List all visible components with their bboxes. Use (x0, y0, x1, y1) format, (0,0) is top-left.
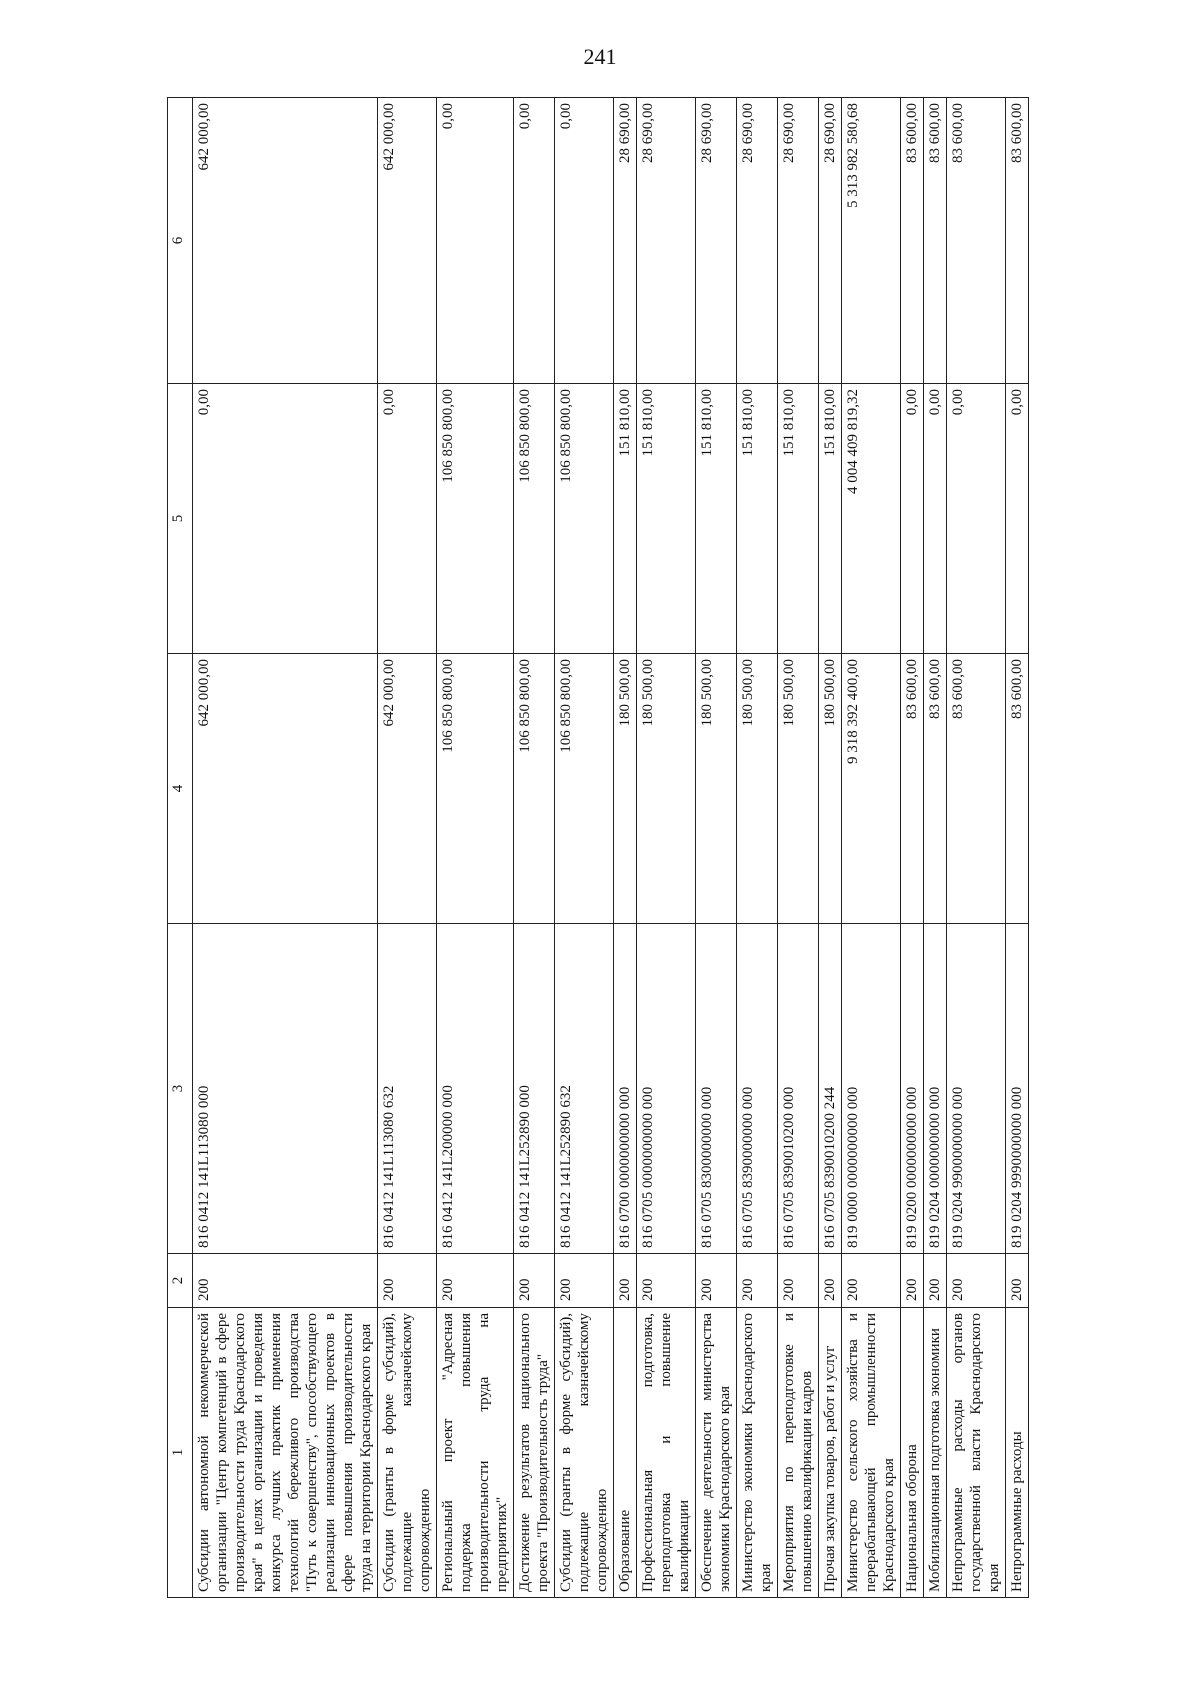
row-name: Мероприятия по переподготовке и повышению квалификации кадров (778, 1308, 819, 1598)
row-name: Министерство сельского хозяйства и перерабатывающей промышленности Краснодарского края (842, 1308, 901, 1598)
page-number: 241 (583, 44, 617, 69)
row-value-col4: 180 500,00 (637, 654, 696, 924)
row-value-col6: 83 600,00 (947, 98, 1006, 384)
row-col2: 200 (737, 1254, 778, 1308)
row-name: Прочая закупка товаров, работ и услуг (819, 1308, 842, 1598)
row-code: 816 0705 8390010200 244 (819, 924, 842, 1254)
row-value-col6: 0,00 (514, 98, 555, 384)
row-col2: 200 (778, 1254, 819, 1308)
row-name: Субсидии (гранты в форме субсидий), подлежащие казначейскому сопровождению (555, 1308, 614, 1598)
table-row (696, 98, 737, 1598)
row-code: 816 0705 0000000000 000 (637, 924, 696, 1254)
row-name: Мобилизационная подготовка экономики (924, 1308, 947, 1598)
row-value-col5: 151 810,00 (637, 384, 696, 654)
header-col-4: 4 (168, 654, 193, 924)
row-name: Национальная оборона (901, 1308, 924, 1598)
row-value-col6: 28 690,00 (696, 98, 737, 384)
row-code: 816 0705 8390000000 000 (737, 924, 778, 1254)
row-value-col5: 151 810,00 (696, 384, 737, 654)
row-col2: 200 (637, 1254, 696, 1308)
table-row (901, 98, 924, 1598)
budget-table (167, 97, 1029, 1598)
row-value-col5: 106 850 800,00 (437, 384, 514, 654)
table-row (193, 98, 378, 1598)
row-value-col5: 151 810,00 (737, 384, 778, 654)
row-name: Достижение результатов национального проекта "Производительность труда" (514, 1308, 555, 1598)
row-code: 816 0705 8300000000 000 (696, 924, 737, 1254)
row-value-col4: 106 850 800,00 (514, 654, 555, 924)
row-name: Обеспечение деятельности министерства экономики Краснодарского края (696, 1308, 737, 1598)
row-col2: 200 (947, 1254, 1006, 1308)
table-row (924, 98, 947, 1598)
row-col2: 200 (924, 1254, 947, 1308)
row-code: 819 0000 0000000000 000 (842, 924, 901, 1254)
row-value-col4: 9 318 392 400,00 (842, 654, 901, 924)
row-value-col6: 28 690,00 (637, 98, 696, 384)
row-value-col5: 4 004 409 819,32 (842, 384, 901, 654)
header-col-6: 6 (168, 98, 193, 384)
row-value-col4: 180 500,00 (696, 654, 737, 924)
row-value-col6: 0,00 (437, 98, 514, 384)
row-value-col4: 642 000,00 (193, 654, 378, 924)
row-value-col6: 0,00 (555, 98, 614, 384)
row-value-col4: 83 600,00 (1006, 654, 1029, 924)
row-value-col4: 106 850 800,00 (437, 654, 514, 924)
row-name: Профессиональная подготовка, переподготовка и повышение квалификации (637, 1308, 696, 1598)
row-code: 816 0412 141L113080 000 (193, 924, 378, 1254)
table-row (555, 98, 614, 1598)
row-name: Непрограммные расходы (1006, 1308, 1029, 1598)
row-value-col6: 28 690,00 (819, 98, 842, 384)
row-value-col4: 642 000,00 (378, 654, 437, 924)
row-value-col6: 83 600,00 (901, 98, 924, 384)
row-value-col4: 180 500,00 (819, 654, 842, 924)
row-value-col6: 28 690,00 (737, 98, 778, 384)
row-name: Министерство экономики Краснодарского края (737, 1308, 778, 1598)
row-code: 816 0700 0000000000 000 (614, 924, 637, 1254)
row-col2: 200 (193, 1254, 378, 1308)
row-value-col6: 642 000,00 (193, 98, 378, 384)
row-col2: 200 (378, 1254, 437, 1308)
header-col-1: 1 (168, 1308, 193, 1598)
table-row (437, 98, 514, 1598)
header-col-5: 5 (168, 384, 193, 654)
row-name: Региональный проект "Адресная поддержка повышения производительности труда на предприятиях" (437, 1308, 514, 1598)
row-value-col6: 83 600,00 (924, 98, 947, 384)
row-value-col5: 106 850 800,00 (555, 384, 614, 654)
row-name: Субсидии (гранты в форме субсидий), подлежащие казначейскому сопровождению (378, 1308, 437, 1598)
row-value-col5: 106 850 800,00 (514, 384, 555, 654)
table-row (819, 98, 842, 1598)
row-col2: 200 (696, 1254, 737, 1308)
row-value-col4: 180 500,00 (737, 654, 778, 924)
row-col2: 200 (614, 1254, 637, 1308)
row-code: 816 0412 141L252890 632 (555, 924, 614, 1254)
row-value-col4: 106 850 800,00 (555, 654, 614, 924)
row-value-col4: 83 600,00 (901, 654, 924, 924)
row-code: 819 0204 9900000000 000 (947, 924, 1006, 1254)
table-row (778, 98, 819, 1598)
rotated-table-container (167, 98, 1043, 1598)
row-name: Образование (614, 1308, 637, 1598)
row-value-col4: 83 600,00 (924, 654, 947, 924)
row-value-col6: 28 690,00 (614, 98, 637, 384)
row-code: 819 0204 0000000000 000 (924, 924, 947, 1254)
row-col2: 200 (437, 1254, 514, 1308)
table-row (842, 98, 901, 1598)
row-value-col6: 28 690,00 (778, 98, 819, 384)
row-value-col5: 0,00 (924, 384, 947, 654)
row-col2: 200 (901, 1254, 924, 1308)
row-name: Непрограммные расходы органов государственной власти Краснодарского края (947, 1308, 1006, 1598)
row-value-col5: 151 810,00 (819, 384, 842, 654)
table-row (1006, 98, 1029, 1598)
row-value-col4: 83 600,00 (947, 654, 1006, 924)
table-row (614, 98, 637, 1598)
table-body (193, 98, 1029, 1598)
row-value-col6: 83 600,00 (1006, 98, 1029, 384)
row-code: 816 0412 141L252890 000 (514, 924, 555, 1254)
table-row (637, 98, 696, 1598)
row-name: Субсидии автономной некоммерческой организации "Центр компетенций в сфере производительности труда Краснодарского края" в целях организации и проведения конкурса лучших практик применения технологий бережливого производства "Путь к совершенству", способствующего реализации инновационных проектов в сфере повышения производительности труда на территории Краснодарского края (193, 1308, 378, 1598)
table-row (737, 98, 778, 1598)
row-value-col5: 151 810,00 (614, 384, 637, 654)
row-value-col6: 642 000,00 (378, 98, 437, 384)
row-col2: 200 (842, 1254, 901, 1308)
row-col2: 200 (1006, 1254, 1029, 1308)
header-col-2: 2 (168, 1254, 193, 1308)
row-value-col4: 180 500,00 (778, 654, 819, 924)
row-value-col5: 151 810,00 (778, 384, 819, 654)
row-value-col4: 180 500,00 (614, 654, 637, 924)
row-code: 819 0200 0000000000 000 (901, 924, 924, 1254)
row-value-col5: 0,00 (378, 384, 437, 654)
row-value-col5: 0,00 (1006, 384, 1029, 654)
row-value-col5: 0,00 (193, 384, 378, 654)
row-col2: 200 (514, 1254, 555, 1308)
row-code: 816 0412 141L200000 000 (437, 924, 514, 1254)
row-value-col5: 0,00 (901, 384, 924, 654)
row-code: 819 0204 9990000000 000 (1006, 924, 1029, 1254)
row-col2: 200 (555, 1254, 614, 1308)
table-row (514, 98, 555, 1598)
row-code: 816 0412 141L113080 632 (378, 924, 437, 1254)
header-row (168, 98, 193, 1598)
row-value-col5: 0,00 (947, 384, 1006, 654)
row-col2: 200 (819, 1254, 842, 1308)
row-value-col6: 5 313 982 580,68 (842, 98, 901, 384)
table-row (947, 98, 1006, 1598)
header-col-3: 3 (168, 924, 193, 1254)
table-row (378, 98, 437, 1598)
row-code: 816 0705 8390010200 000 (778, 924, 819, 1254)
